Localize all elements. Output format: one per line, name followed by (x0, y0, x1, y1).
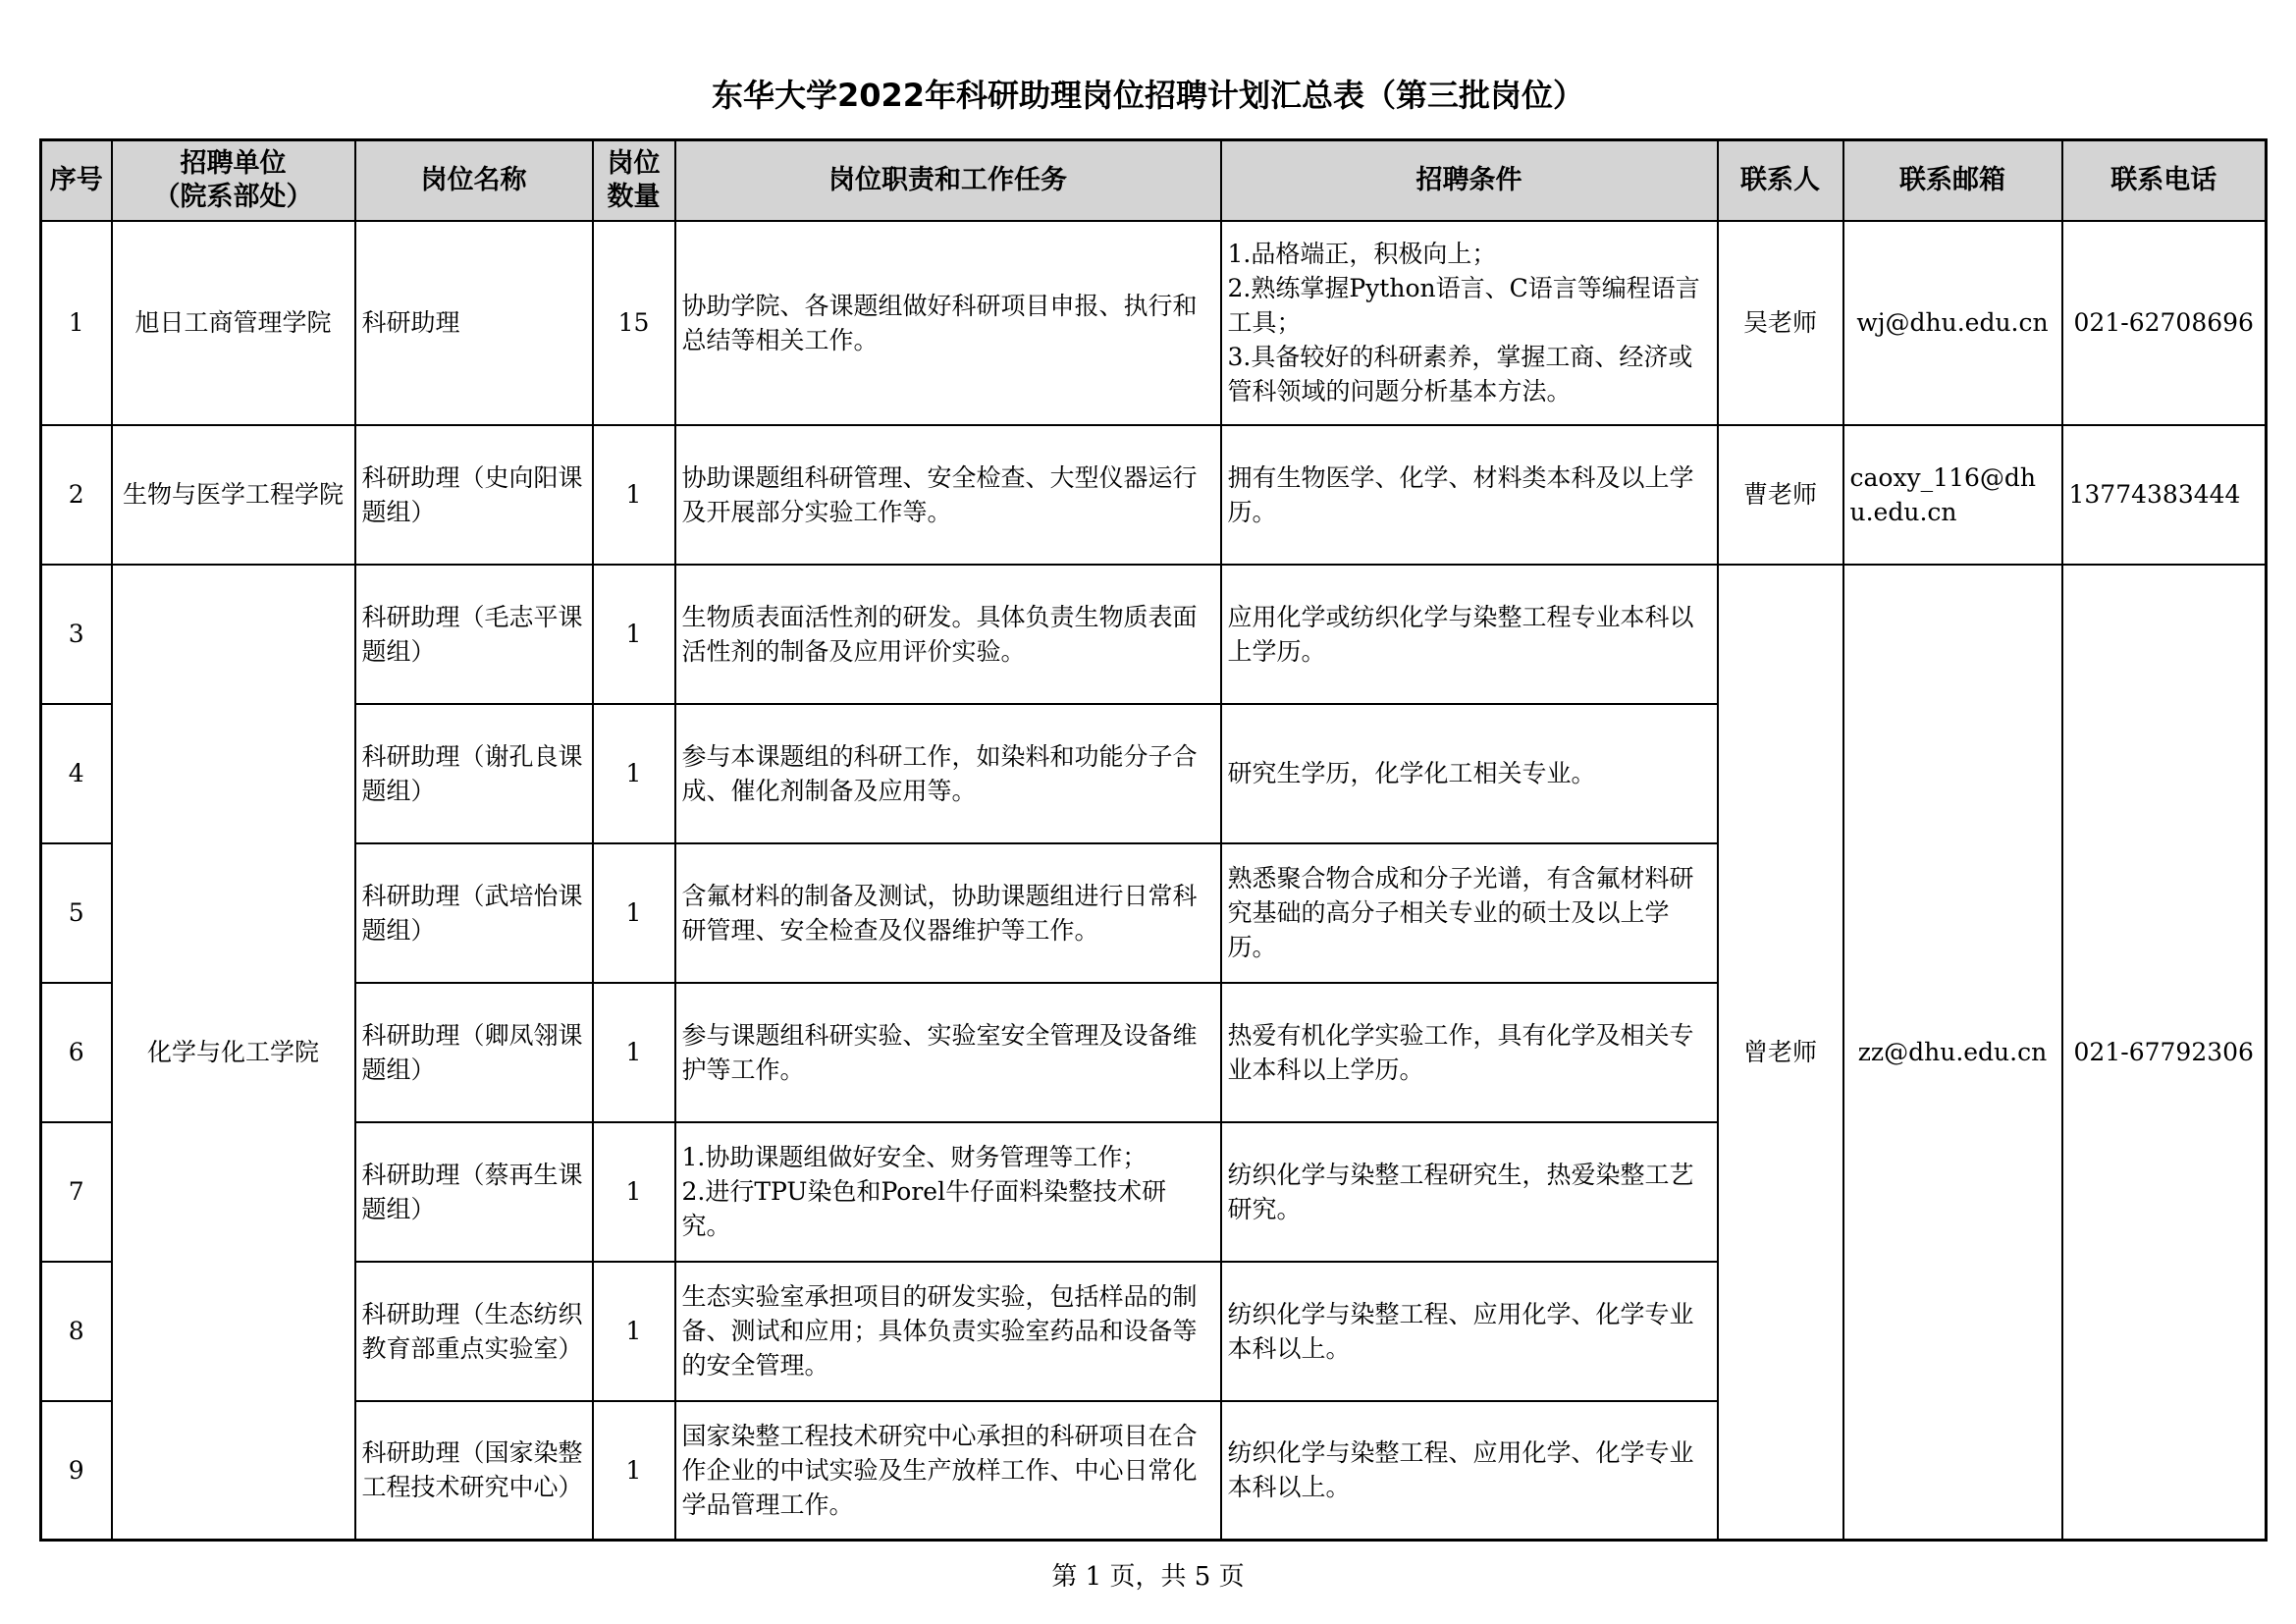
cell-email: zz@dhu.edu.cn (1843, 565, 2062, 1541)
cell-position: 科研助理（武培怡课题组） (355, 843, 593, 983)
cell-phone: 021-67792306 (2062, 565, 2267, 1541)
cell-unit: 旭日工商管理学院 (112, 221, 355, 425)
cell-seq: 2 (41, 425, 112, 565)
cell-requirements: 纺织化学与染整工程研究生，热爱染整工艺研究。 (1221, 1122, 1718, 1262)
cell-position: 科研助理（毛志平课题组） (355, 565, 593, 704)
header-requirements: 招聘条件 (1221, 140, 1718, 221)
cell-unit: 化学与化工学院 (112, 565, 355, 1541)
cell-count: 1 (593, 1401, 675, 1541)
header-duties: 岗位职责和工作任务 (675, 140, 1221, 221)
cell-duties: 协助课题组科研管理、安全检查、大型仪器运行及开展部分实验工作等。 (675, 425, 1221, 565)
requirement-line: 3.具备较好的科研素养，掌握工商、经济或管科领域的问题分析基本方法。 (1227, 343, 1693, 406)
cell-duties: 国家染整工程技术研究中心承担的科研项目在合作企业的中试实验及生产放样工作、中心日常化学品管理工作。 (675, 1401, 1221, 1541)
header-row (41, 140, 2267, 221)
header-unit (112, 140, 355, 221)
header-seq: 序号 (41, 140, 112, 221)
cell-email: caoxy_116@dhu.edu.cn (1843, 425, 2062, 565)
cell-contact: 曾老师 (1718, 565, 1843, 1541)
cell-phone: 021-62708696 (2062, 221, 2267, 425)
cell-position: 科研助理（史向阳课题组） (355, 425, 593, 565)
cell-seq: 6 (41, 983, 112, 1122)
cell-requirements: 纺织化学与染整工程、应用化学、化学专业本科以上。 (1221, 1262, 1718, 1401)
cell-duties: 生物质表面活性剂的研发。具体负责生物质表面活性剂的制备及应用评价实验。 (675, 565, 1221, 704)
cell-unit: 生物与医学工程学院 (112, 425, 355, 565)
cell-contact: 曹老师 (1718, 425, 1843, 565)
header-count-line1: 岗位 (607, 147, 661, 179)
cell-requirements: 应用化学或纺织化学与染整工程专业本科以上学历。 (1221, 565, 1718, 704)
cell-seq: 1 (41, 221, 112, 425)
header-position: 岗位名称 (355, 140, 593, 221)
cell-email: wj@dhu.edu.cn (1843, 221, 2062, 425)
cell-count: 1 (593, 425, 675, 565)
cell-requirements: 拥有生物医学、化学、材料类本科及以上学历。 (1221, 425, 1718, 565)
header-email: 联系邮箱 (1843, 140, 2062, 221)
recruitment-table (39, 138, 2268, 1542)
cell-count: 1 (593, 1262, 675, 1401)
cell-duties (675, 1122, 1221, 1262)
cell-seq: 7 (41, 1122, 112, 1262)
cell-requirements: 热爱有机化学实验工作，具有化学及相关专业本科以上学历。 (1221, 983, 1718, 1122)
cell-requirements: 熟悉聚合物合成和分子光谱，有含氟材料研究基础的高分子相关专业的硕士及以上学历。 (1221, 843, 1718, 983)
requirement-line: 2.熟练掌握Python语言、C语言等编程语言工具； (1227, 274, 1700, 337)
cell-count: 15 (593, 221, 675, 425)
cell-position: 科研助理（卿凤翎课题组） (355, 983, 593, 1122)
header-count-line2: 数量 (607, 181, 661, 212)
cell-contact: 吴老师 (1718, 221, 1843, 425)
cell-seq: 3 (41, 565, 112, 704)
cell-count: 1 (593, 704, 675, 843)
cell-count: 1 (593, 1122, 675, 1262)
cell-seq: 5 (41, 843, 112, 983)
cell-requirements: 纺织化学与染整工程、应用化学、化学专业本科以上。 (1221, 1401, 1718, 1541)
header-contact: 联系人 (1718, 140, 1843, 221)
duty-line: 2.进行TPU染色和Porel牛仔面料染整技术研究。 (681, 1177, 1167, 1240)
cell-requirements: 研究生学历，化学化工相关专业。 (1221, 704, 1718, 843)
cell-duties: 生态实验室承担项目的研发实验，包括样品的制备、测试和应用；具体负责实验室药品和设备等的安全管理。 (675, 1262, 1221, 1401)
cell-duties: 参与本课题组的科研工作，如染料和功能分子合成、催化剂制备及应用等。 (675, 704, 1221, 843)
cell-count: 1 (593, 983, 675, 1122)
cell-duties: 参与课题组科研实验、实验室安全管理及设备维护等工作。 (675, 983, 1221, 1122)
duty-line: 1.协助课题组做好安全、财务管理等工作； (681, 1143, 1148, 1171)
requirement-line: 1.品格端正，积极向上； (1227, 240, 1497, 268)
cell-position: 科研助理（生态纺织教育部重点实验室） (355, 1262, 593, 1401)
cell-position: 科研助理（蔡再生课题组） (355, 1122, 593, 1262)
cell-position: 科研助理 (355, 221, 593, 425)
cell-duties: 协助学院、各课题组做好科研项目申报、执行和总结等相关工作。 (675, 221, 1221, 425)
cell-position: 科研助理（谢孔良课题组） (355, 704, 593, 843)
cell-seq: 9 (41, 1401, 112, 1541)
header-unit-line1: 招聘单位 (180, 147, 287, 179)
header-count (593, 140, 675, 221)
cell-count: 1 (593, 843, 675, 983)
cell-seq: 4 (41, 704, 112, 843)
table-row (41, 221, 2267, 425)
header-phone: 联系电话 (2062, 140, 2267, 221)
cell-count: 1 (593, 565, 675, 704)
cell-position: 科研助理（国家染整工程技术研究中心） (355, 1401, 593, 1541)
page-title: 东华大学2022年科研助理岗位招聘计划汇总表（第三批岗位） (711, 77, 1585, 114)
page-footer: 第 1 页，共 5 页 (1051, 1562, 1245, 1592)
table-row (41, 425, 2267, 565)
cell-seq: 8 (41, 1262, 112, 1401)
table-row (41, 565, 2267, 704)
cell-duties: 含氟材料的制备及测试，协助课题组进行日常科研管理、安全检查及仪器维护等工作。 (675, 843, 1221, 983)
cell-requirements (1221, 221, 1718, 425)
header-unit-line2: （院系部处） (153, 181, 313, 212)
cell-phone: 13774383444 (2062, 425, 2267, 565)
